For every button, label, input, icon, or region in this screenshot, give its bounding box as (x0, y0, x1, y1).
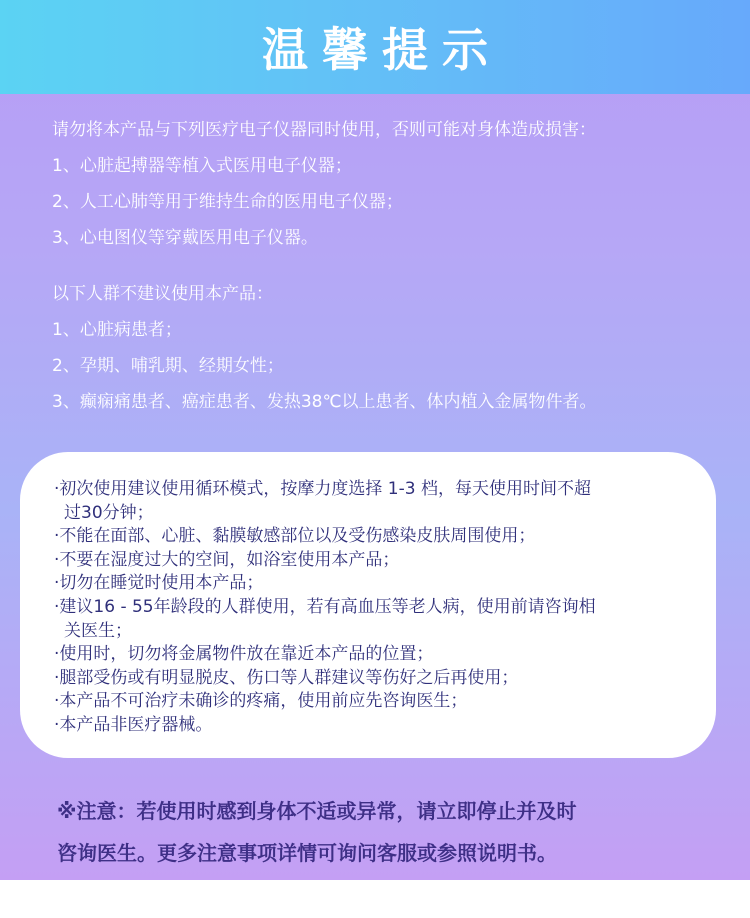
not-recommended-section (52, 276, 730, 420)
device-warning-item: 1、心脏起搏器等植入式医用电子仪器； (52, 156, 352, 176)
usage-tip: ·本产品非医疗器械。 (54, 714, 213, 735)
usage-tip: ·不要在湿度过大的空间，如浴室使用本产品； (54, 549, 400, 570)
device-warning-item: 3、心电图仪等穿戴医用电子仪器。 (52, 228, 318, 248)
not-recommended-item: 3、癫痫痛患者、癌症患者、发热38℃以上患者、体内植入金属物件者。 (52, 392, 597, 412)
usage-tips-card (20, 452, 716, 758)
usage-tip: ·切勿在睡觉时使用本产品； (54, 573, 264, 594)
device-warning-intro: 请勿将本产品与下列医疗电子仪器同时使用，否则可能对身体造成损害： (52, 120, 596, 140)
usage-tip: ·建议16 - 55年龄段的人群使用，若有高血压等老人病，使用前请咨询相 (54, 596, 596, 617)
usage-tip: ·不能在面部、心脏、黏膜敏感部位以及受伤感染皮肤周围使用； (54, 526, 536, 547)
page-title: 温馨提示 (262, 23, 502, 77)
device-warning-item: 2、人工心肺等用于维持生命的医用电子仪器； (52, 192, 403, 212)
usage-tip-continuation: 过30分钟； (64, 502, 154, 523)
usage-tip: ·使用时，切勿将金属物件放在靠近本产品的位置； (54, 644, 434, 665)
usage-tip: ·腿部受伤或有明显脱皮、伤口等人群建议等伤好之后再使用； (54, 667, 519, 688)
not-recommended-item: 1、心脏病患者； (52, 320, 182, 340)
not-recommended-intro: 以下人群不建议使用本产品： (52, 284, 273, 304)
not-recommended-item: 2、孕期、哺乳期、经期女性； (52, 356, 284, 376)
attention-notice (57, 790, 707, 874)
title-banner (0, 0, 750, 94)
attention-notice-line: 咨询医生。更多注意事项详情可询问客服或参照说明书。 (57, 841, 557, 865)
usage-tip: ·初次使用建议使用循环模式，按摩力度选择 1-3 档，每天使用时间不超 (54, 479, 591, 499)
usage-tip: ·本产品不可治疗未确诊的疼痛，使用前应先咨询医生； (54, 691, 468, 712)
usage-tips-list (54, 478, 694, 738)
attention-notice-line: ※注意：若使用时感到身体不适或异常，请立即停止并及时 (57, 799, 577, 823)
device-warning-section (52, 112, 730, 256)
usage-tip-continuation: 关医生； (64, 620, 132, 641)
